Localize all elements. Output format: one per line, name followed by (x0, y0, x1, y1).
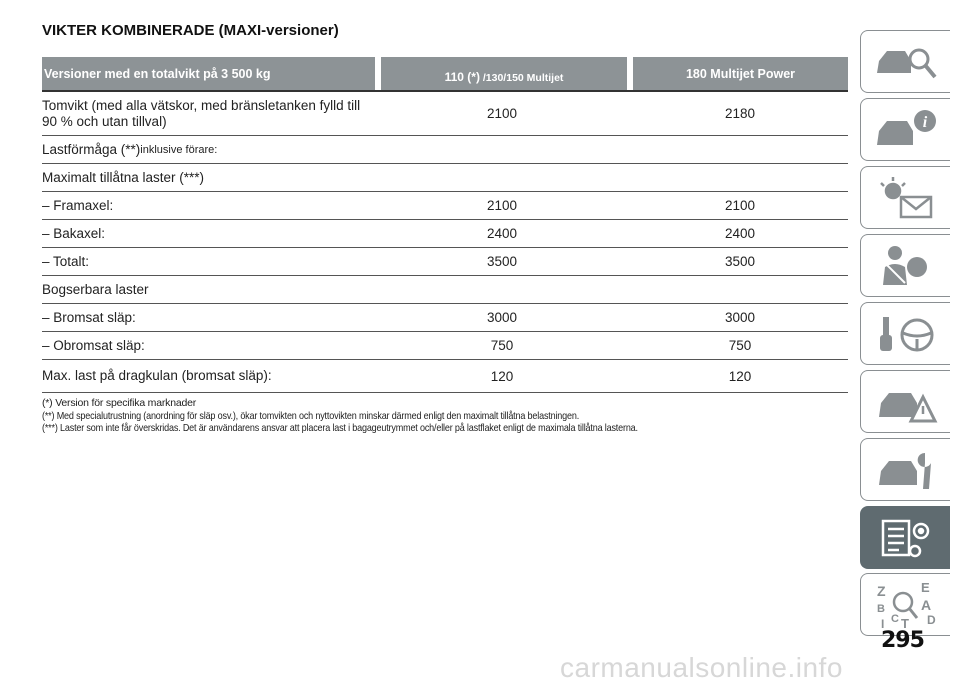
tab-safety[interactable] (860, 234, 950, 297)
car-wrench-icon (871, 445, 941, 495)
header-130-150-label: /130/150 Multijet (479, 72, 564, 84)
index-letter: C (890, 612, 899, 625)
footnote: (*) Version för specifika marknader (42, 397, 197, 409)
tab-starting-driving[interactable] (860, 302, 950, 365)
header-110-multijet (381, 57, 627, 90)
row-value-110: 120 (490, 368, 514, 384)
key-steering-wheel-icon (871, 309, 941, 359)
table-row (42, 276, 848, 304)
index-letter: D (926, 612, 936, 627)
footnote: (***) Laster som inte får överskridas. Det är användarens ansvar att placera last i bagageutrymmet och/eller på lastflaket enligt de maximala tillåtna lasterna. (42, 422, 638, 434)
row-label-main: Lastförmåga (**) (42, 141, 141, 157)
table-row (42, 304, 848, 332)
row-value-110: 2100 (486, 106, 518, 121)
row-value-180: 120 (728, 368, 752, 384)
index-letter: I (880, 616, 884, 630)
row-value-110: 3000 (486, 310, 518, 325)
index-letter: T (900, 615, 909, 630)
index-letter: E (920, 579, 930, 595)
index-letter: Z (876, 582, 886, 599)
row-value-110: 750 (490, 338, 514, 353)
table-row (42, 220, 848, 248)
row-value-110: 3500 (486, 254, 518, 269)
tab-technical-data[interactable] (860, 506, 950, 569)
car-info-icon (871, 105, 941, 155)
tab-emergency[interactable] (860, 370, 950, 433)
table-row (42, 360, 848, 393)
car-search-icon (871, 37, 941, 87)
row-label: – Bromsat släp: (42, 309, 136, 325)
row-label (42, 136, 372, 163)
row-label-note: inklusive förare: (140, 143, 218, 156)
row-label: Tomvikt (med alla vätskor, med bränsletanken fylld till 90 % och utan tillval) (42, 97, 361, 129)
page-title: VIKTER KOMBINERADE (MAXI-versioner) (42, 22, 339, 39)
table-row (42, 136, 848, 164)
tab-car-info[interactable] (860, 98, 950, 161)
header-180-multijet-power: 180 Multijet Power (633, 57, 848, 90)
svg-text:i: i (922, 113, 927, 131)
row-label: – Bakaxel: (42, 225, 106, 241)
table-row (42, 248, 848, 276)
car-warning-triangle-icon (871, 377, 941, 427)
table-row (42, 192, 848, 220)
tab-car-search[interactable] (860, 30, 950, 93)
row-value-180: 2400 (724, 226, 756, 241)
table-row (42, 332, 848, 360)
row-value-180: 3000 (724, 310, 756, 325)
table-header (42, 57, 848, 90)
warning-light-envelope-icon (871, 173, 941, 223)
row-label: – Obromsat släp: (42, 337, 145, 353)
row-value-180: 3500 (724, 254, 756, 269)
watermark: carmanualsonline.info (560, 652, 843, 683)
row-value-110: 2100 (486, 198, 518, 213)
row-value-180: 2100 (724, 198, 756, 213)
index-letter: A (920, 596, 931, 613)
tab-warning-lights[interactable] (860, 166, 950, 229)
index-letter: B (876, 602, 885, 615)
seatbelt-airbag-icon (871, 241, 941, 291)
tab-index[interactable] (860, 573, 950, 636)
tab-maintenance[interactable] (860, 438, 950, 501)
table-row (42, 92, 848, 136)
row-value-180: 2180 (724, 106, 756, 121)
technical-data-icon (871, 513, 941, 563)
row-label: Bogserbara laster (42, 281, 149, 297)
row-value-180: 750 (728, 338, 752, 353)
row-label: Max. last på dragkulan (bromsat släp): (42, 368, 272, 383)
table-row (42, 164, 848, 192)
footnote: (**) Med specialutrustning (anordning för släp osv.), ökar tomvikten och nyttovikten minskar därmed enligt den maximalt tillåtna belastningen. (42, 409, 580, 422)
row-label: – Framaxel: (42, 197, 114, 213)
alphabetical-index-icon (871, 580, 941, 630)
header-versions: Versioner med en totalvikt på 3 500 kg (42, 57, 375, 90)
weights-table (42, 57, 848, 393)
footnotes (42, 397, 862, 435)
row-label: Maximalt tillåtna laster (***) (42, 169, 205, 185)
page-number: 295 (881, 628, 924, 653)
row-label: – Totalt: (42, 253, 90, 269)
header-110-label: 110 (*) (444, 70, 480, 84)
row-value-110: 2400 (486, 226, 518, 241)
